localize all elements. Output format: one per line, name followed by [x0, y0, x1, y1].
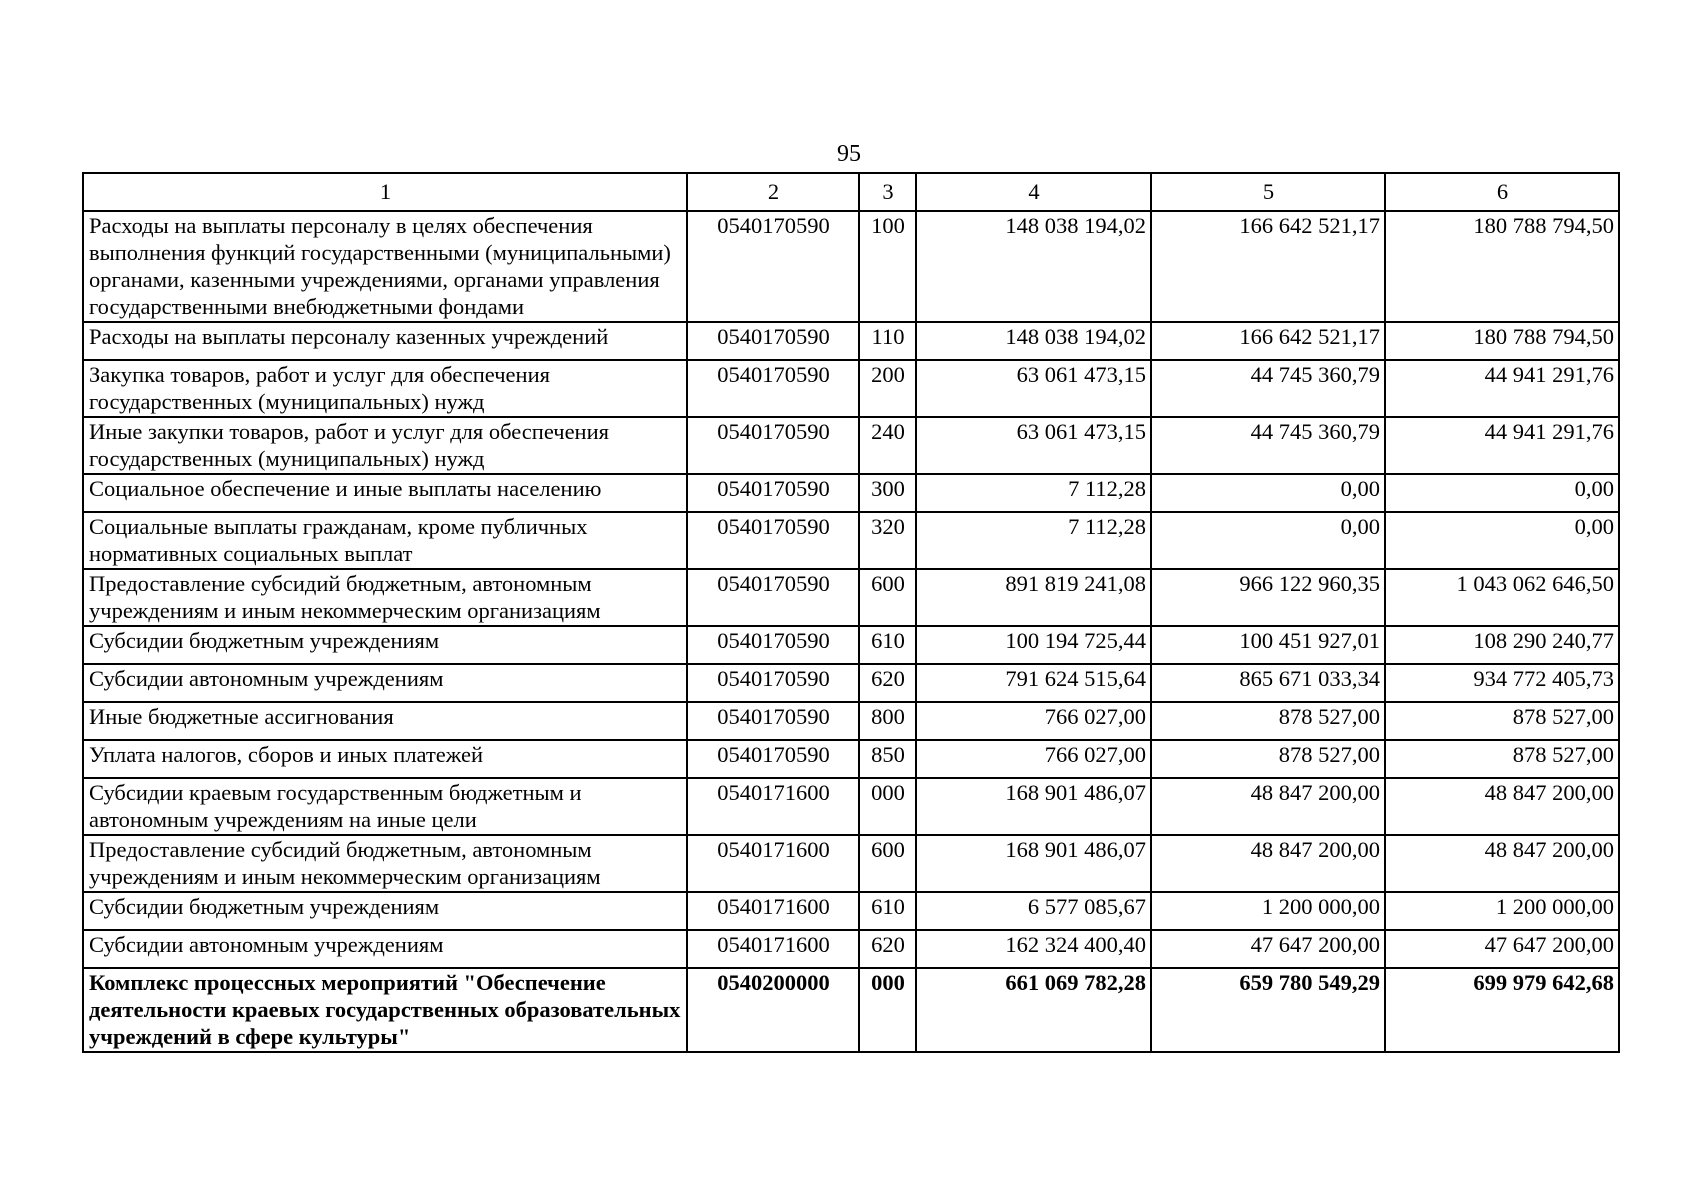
row-code: 0540170590: [687, 512, 859, 569]
row-type: 000: [859, 968, 916, 1052]
row-value-1: 6 577 085,67: [916, 892, 1151, 930]
row-value-1: 7 112,28: [916, 512, 1151, 569]
row-value-3: 0,00: [1385, 512, 1619, 569]
row-code: 0540200000: [687, 968, 859, 1052]
header-row: [83, 173, 1619, 211]
row-value-3: 48 847 200,00: [1385, 835, 1619, 892]
row-value-3: 1 043 062 646,50: [1385, 569, 1619, 626]
row-code: 0540171600: [687, 892, 859, 930]
table-row: [83, 211, 1619, 322]
row-value-1: 766 027,00: [916, 702, 1151, 740]
row-name: Социальные выплаты гражданам, кроме публичных нормативных социальных выплат: [83, 512, 687, 569]
row-value-3: 1 200 000,00: [1385, 892, 1619, 930]
row-value-2: 878 527,00: [1151, 702, 1385, 740]
row-type: 240: [859, 417, 916, 474]
row-value-2: 48 847 200,00: [1151, 835, 1385, 892]
row-type: 620: [859, 664, 916, 702]
header-col-4: 4: [916, 173, 1151, 211]
table-row: [83, 778, 1619, 835]
row-value-3: 180 788 794,50: [1385, 322, 1619, 360]
row-name: Иные закупки товаров, работ и услуг для обеспечения государственных (муниципальных) нужд: [83, 417, 687, 474]
row-value-3: 47 647 200,00: [1385, 930, 1619, 968]
row-value-1: 63 061 473,15: [916, 360, 1151, 417]
row-value-2: 878 527,00: [1151, 740, 1385, 778]
table-row: [83, 930, 1619, 968]
row-type: 600: [859, 835, 916, 892]
row-name: Субсидии бюджетным учреждениям: [83, 892, 687, 930]
page-number: 95: [837, 141, 861, 167]
row-code: 0540170590: [687, 664, 859, 702]
header-col-5: 5: [1151, 173, 1385, 211]
table-row: [83, 474, 1619, 512]
row-type: 300: [859, 474, 916, 512]
row-code: 0540171600: [687, 835, 859, 892]
table-row: [83, 322, 1619, 360]
row-type: 610: [859, 626, 916, 664]
row-value-1: 661 069 782,28: [916, 968, 1151, 1052]
row-value-1: 168 901 486,07: [916, 835, 1151, 892]
row-name: Иные бюджетные ассигнования: [83, 702, 687, 740]
row-value-1: 148 038 194,02: [916, 211, 1151, 322]
row-value-1: 162 324 400,40: [916, 930, 1151, 968]
row-name: Субсидии краевым государственным бюджетным и автономным учреждениям на иные цели: [83, 778, 687, 835]
row-type: 610: [859, 892, 916, 930]
header-col-6: 6: [1385, 173, 1619, 211]
row-value-3: 934 772 405,73: [1385, 664, 1619, 702]
table-row: [83, 569, 1619, 626]
table-row-bold: [83, 968, 1619, 1052]
row-name: Уплата налогов, сборов и иных платежей: [83, 740, 687, 778]
header-col-2: 2: [687, 173, 859, 211]
row-code: 0540170590: [687, 702, 859, 740]
row-value-3: 180 788 794,50: [1385, 211, 1619, 322]
row-code: 0540170590: [687, 569, 859, 626]
row-value-3: 48 847 200,00: [1385, 778, 1619, 835]
row-code: 0540170590: [687, 626, 859, 664]
row-value-2: 166 642 521,17: [1151, 322, 1385, 360]
table-row: [83, 512, 1619, 569]
header-col-1: 1: [83, 173, 687, 211]
row-type: 110: [859, 322, 916, 360]
row-value-3: 44 941 291,76: [1385, 360, 1619, 417]
row-type: 600: [859, 569, 916, 626]
row-type: 200: [859, 360, 916, 417]
row-value-1: 7 112,28: [916, 474, 1151, 512]
row-value-2: 0,00: [1151, 512, 1385, 569]
row-code: 0540171600: [687, 930, 859, 968]
row-value-2: 44 745 360,79: [1151, 360, 1385, 417]
row-value-1: 100 194 725,44: [916, 626, 1151, 664]
row-type: 850: [859, 740, 916, 778]
row-value-2: 966 122 960,35: [1151, 569, 1385, 626]
row-value-2: 44 745 360,79: [1151, 417, 1385, 474]
row-value-2: 47 647 200,00: [1151, 930, 1385, 968]
row-name: Социальное обеспечение и иные выплаты населению: [83, 474, 687, 512]
row-code: 0540170590: [687, 322, 859, 360]
row-value-2: 48 847 200,00: [1151, 778, 1385, 835]
row-name: Предоставление субсидий бюджетным, автономным учреждениям и иным некоммерческим организациям: [83, 835, 687, 892]
row-name: Субсидии бюджетным учреждениям: [83, 626, 687, 664]
row-value-3: 878 527,00: [1385, 702, 1619, 740]
row-value-2: 0,00: [1151, 474, 1385, 512]
row-value-2: 659 780 549,29: [1151, 968, 1385, 1052]
row-name: Субсидии автономным учреждениям: [83, 664, 687, 702]
row-code: 0540170590: [687, 740, 859, 778]
row-value-3: 0,00: [1385, 474, 1619, 512]
table-row: [83, 892, 1619, 930]
row-name: Расходы на выплаты персоналу казенных учреждений: [83, 322, 687, 360]
row-code: 0540170590: [687, 474, 859, 512]
row-value-3: 44 941 291,76: [1385, 417, 1619, 474]
row-code: 0540170590: [687, 211, 859, 322]
row-value-1: 891 819 241,08: [916, 569, 1151, 626]
table-row: [83, 664, 1619, 702]
table-row: [83, 702, 1619, 740]
row-type: 620: [859, 930, 916, 968]
row-name: Расходы на выплаты персоналу в целях обеспечения выполнения функций государственными (муниципальными) органами, казенными учреждениями, органами управления государственными внебюджетными фондами: [83, 211, 687, 322]
row-value-3: 878 527,00: [1385, 740, 1619, 778]
row-name: Комплекс процессных мероприятий "Обеспечение деятельности краевых государственных образовательных учреждений в сфере культуры": [83, 968, 687, 1052]
row-value-1: 63 061 473,15: [916, 417, 1151, 474]
table-row: [83, 417, 1619, 474]
row-code: 0540170590: [687, 360, 859, 417]
row-name: Субсидии автономным учреждениям: [83, 930, 687, 968]
row-value-1: 148 038 194,02: [916, 322, 1151, 360]
table-row: [83, 626, 1619, 664]
row-value-2: 865 671 033,34: [1151, 664, 1385, 702]
header-col-3: 3: [859, 173, 916, 211]
row-type: 800: [859, 702, 916, 740]
row-type: 100: [859, 211, 916, 322]
row-value-1: 766 027,00: [916, 740, 1151, 778]
row-value-3: 108 290 240,77: [1385, 626, 1619, 664]
row-type: 000: [859, 778, 916, 835]
row-code: 0540171600: [687, 778, 859, 835]
row-value-1: 791 624 515,64: [916, 664, 1151, 702]
row-value-3: 699 979 642,68: [1385, 968, 1619, 1052]
row-name: Закупка товаров, работ и услуг для обеспечения государственных (муниципальных) нужд: [83, 360, 687, 417]
row-value-2: 100 451 927,01: [1151, 626, 1385, 664]
row-value-2: 166 642 521,17: [1151, 211, 1385, 322]
row-name: Предоставление субсидий бюджетным, автономным учреждениям и иным некоммерческим организациям: [83, 569, 687, 626]
budget-table: [82, 172, 1620, 1053]
table-row: [83, 740, 1619, 778]
row-value-1: 168 901 486,07: [916, 778, 1151, 835]
row-type: 320: [859, 512, 916, 569]
row-code: 0540170590: [687, 417, 859, 474]
table-row: [83, 360, 1619, 417]
table-row: [83, 835, 1619, 892]
row-value-2: 1 200 000,00: [1151, 892, 1385, 930]
